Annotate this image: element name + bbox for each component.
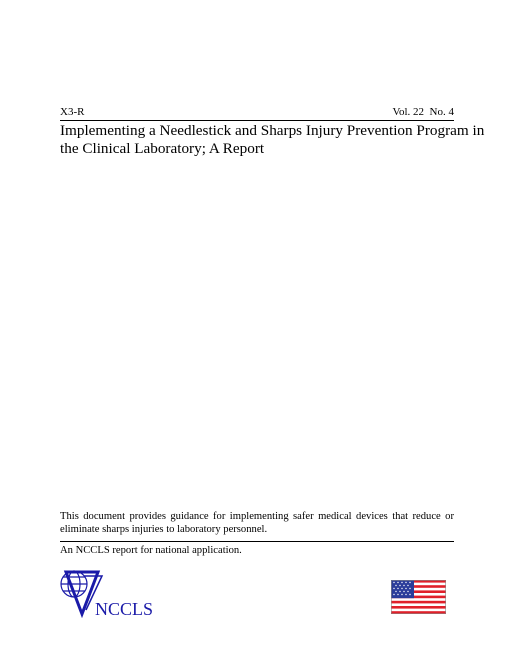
title-line: Implementing a Needlestick and Sharps Injury Prevention Program in xyxy=(60,122,485,139)
document-code: X3-R xyxy=(60,106,85,118)
description-line: This document provides guidance for implementing safer medical devices that reduce or xyxy=(60,511,454,522)
volume-number: Vol. 22 No. 4 xyxy=(392,106,454,118)
application-statement: An NCCLS report for national application. xyxy=(60,545,242,556)
us-flag-icon xyxy=(391,580,446,614)
title-line: the Clinical Laboratory; A Report xyxy=(60,140,265,157)
document-title xyxy=(60,122,485,158)
document-header xyxy=(60,105,454,119)
document-description xyxy=(60,510,454,536)
description-rule xyxy=(60,541,454,542)
nccls-globe-logo-icon xyxy=(58,562,168,618)
header-rule xyxy=(60,120,454,121)
logo-text: NCCLS xyxy=(95,599,154,618)
description-line: eliminate sharps injuries to laboratory personnel. xyxy=(60,524,268,535)
